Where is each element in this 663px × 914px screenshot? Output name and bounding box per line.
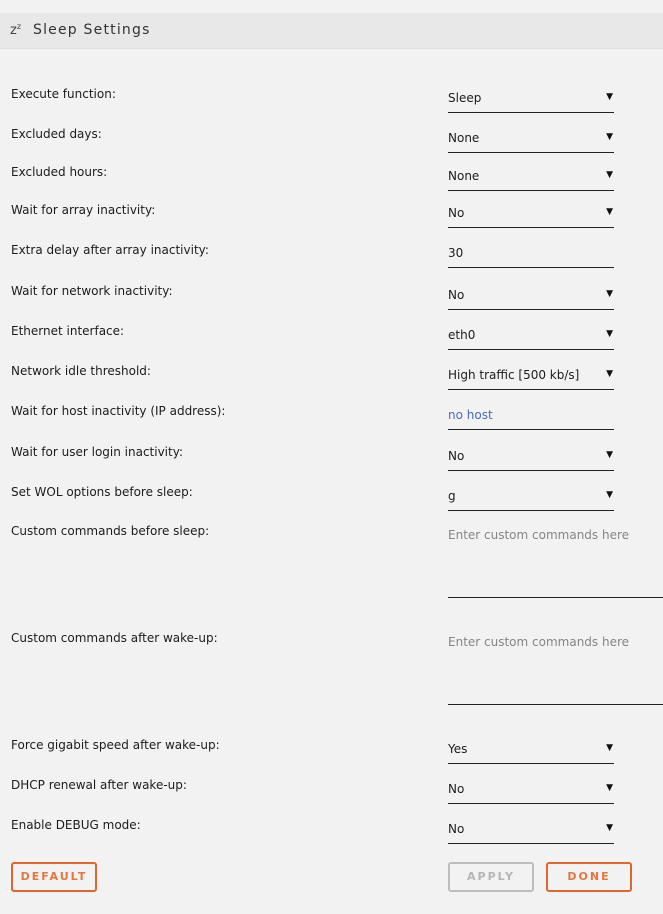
chevron-down-icon: ▼ [606,823,613,833]
ethernet-interface-select[interactable] [448,325,614,350]
extra-delay-input[interactable] [448,243,614,268]
excluded-days-value: None [448,131,480,145]
excluded-hours-label: Excluded hours: [11,165,108,179]
chevron-down-icon: ▼ [606,369,613,379]
wait-host-label: Wait for host inactivity (IP address): [11,404,226,418]
network-idle-select[interactable] [448,365,614,390]
chevron-down-icon: ▼ [606,170,613,180]
chevron-down-icon: ▼ [606,289,613,299]
ethernet-interface-label: Ethernet interface: [11,324,125,338]
wait-array-value: No [448,206,465,220]
wol-options-label: Set WOL options before sleep: [11,485,193,499]
chevron-down-icon: ▼ [606,783,613,793]
dhcp-renewal-value: No [448,782,465,796]
excluded-days-select[interactable] [448,128,614,153]
page-title: Sleep Settings [33,22,151,38]
execute-function-value: Sleep [448,91,482,105]
chevron-down-icon: ▼ [606,132,613,142]
wait-host-value[interactable]: no host [448,408,493,422]
debug-mode-value: No [448,822,465,836]
wait-array-label: Wait for array inactivity: [11,203,156,217]
top-strip [0,0,663,13]
excluded-days-label: Excluded days: [11,127,102,141]
wol-options-value: g [448,489,456,503]
cmd-before-label: Custom commands before sleep: [11,524,210,538]
ethernet-interface-value: eth0 [448,328,476,342]
chevron-down-icon: ▼ [606,329,613,339]
network-idle-value: High traffic [500 kb/s] [448,368,580,382]
wol-options-select[interactable] [448,486,614,511]
execute-function-select[interactable] [448,88,614,113]
chevron-down-icon: ▼ [606,207,613,217]
cmd-after-textarea[interactable] [448,632,663,705]
force-gigabit-value: Yes [448,742,468,756]
debug-mode-select[interactable] [448,819,614,844]
force-gigabit-select[interactable] [448,739,614,764]
network-idle-label: Network idle threshold: [11,364,151,378]
cmd-after-label: Custom commands after wake-up: [11,631,218,645]
wait-network-label: Wait for network inactivity: [11,284,173,298]
chevron-down-icon: ▼ [606,490,613,500]
wait-array-select[interactable] [448,203,614,228]
wait-login-value: No [448,449,465,463]
wait-login-label: Wait for user login inactivity: [11,445,183,459]
wait-host-input[interactable] [448,405,614,430]
apply-button[interactable]: APPLY [448,862,534,892]
done-button[interactable]: DONE [546,862,632,892]
force-gigabit-label: Force gigabit speed after wake-up: [11,738,220,752]
excluded-hours-select[interactable] [448,166,614,191]
wait-login-select[interactable] [448,446,614,471]
extra-delay-label: Extra delay after array inactivity: [11,243,209,257]
chevron-down-icon: ▼ [606,92,613,102]
cmd-after-placeholder: Enter custom commands here [448,635,630,649]
chevron-down-icon: ▼ [606,450,613,460]
dhcp-renewal-label: DHCP renewal after wake-up: [11,778,187,792]
panel-header [0,13,663,49]
chevron-down-icon: ▼ [606,743,613,753]
dhcp-renewal-select[interactable] [448,779,614,804]
wait-network-value: No [448,288,465,302]
wait-network-select[interactable] [448,285,614,310]
sleep-zz-icon: $z^z$ [10,22,22,38]
execute-function-label: Execute function: [11,87,116,101]
excluded-hours-value: None [448,169,480,183]
default-button[interactable]: DEFAULT [11,862,97,892]
cmd-before-textarea[interactable] [448,525,663,598]
extra-delay-value: 30 [448,246,464,260]
cmd-before-placeholder: Enter custom commands here [448,528,630,542]
debug-mode-label: Enable DEBUG mode: [11,818,141,832]
